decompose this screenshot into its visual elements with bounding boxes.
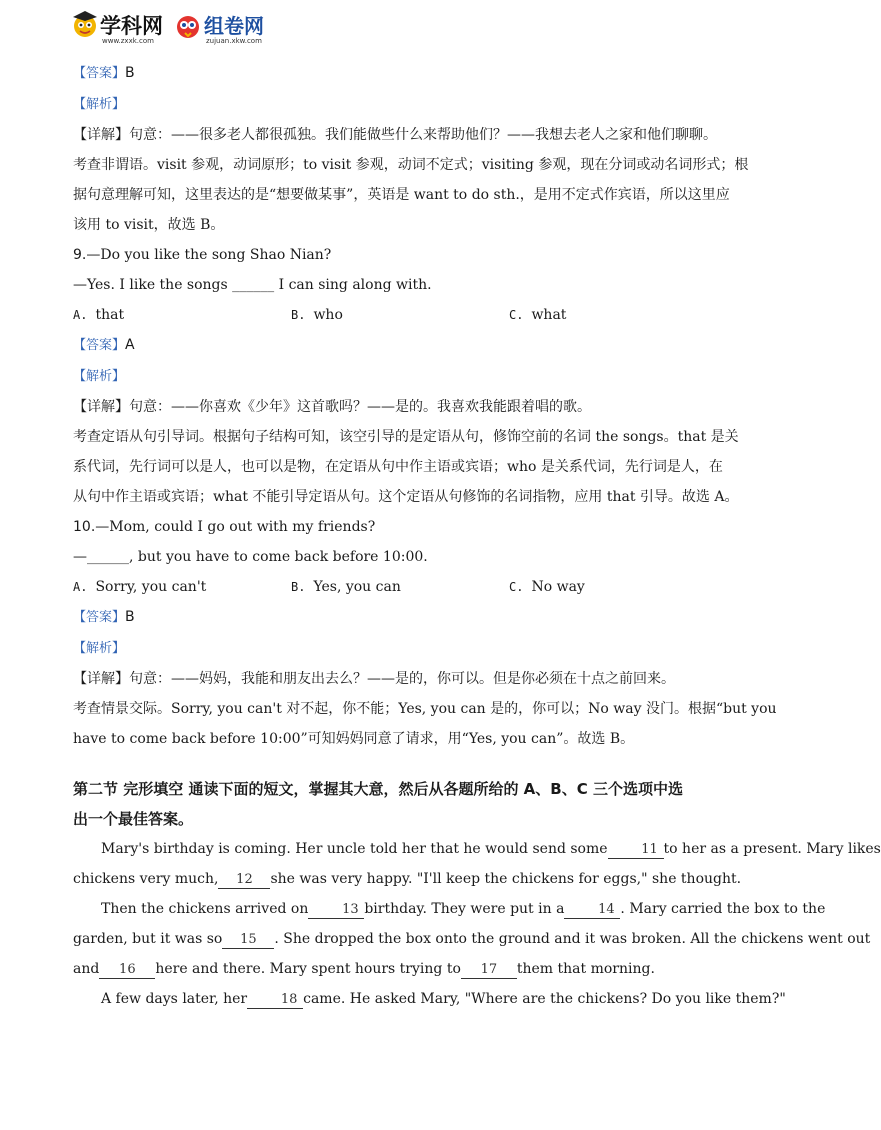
q9-answer-line (73, 330, 733, 361)
option-text: what (531, 307, 567, 323)
q10-answer-line (73, 602, 733, 633)
detail-tag: 【详解】 (73, 671, 129, 687)
document-body (73, 58, 881, 1014)
passage-text: to her as a present. Mary likes (663, 841, 881, 857)
q8-analysis-line (73, 89, 733, 120)
passage-line (73, 894, 826, 924)
passage-text: here and there. Mary spent hours trying to (155, 961, 461, 977)
q9-options (73, 300, 733, 330)
option-letter: C. (509, 308, 524, 322)
option-text: Sorry, you can't (95, 579, 207, 595)
passage-text: came. He asked Mary, "Where are the chickens? Do you like them?" (303, 991, 786, 1007)
answer-value: A (125, 337, 135, 353)
section-title: 第二节 完形填空 通读下面的短文，掌握其大意，然后从各题所给的 A、B、C 三个选项中选 (73, 780, 683, 798)
q9-detail-line: 从句中作主语或宾语；what 不能引导定语从句。这个定语从句修饰的名词指物，应用 that 引导。故选 A。 (73, 489, 739, 505)
q10-detail-line: have to come back before 10:00”可知妈妈同意了请求，用“Yes, you can”。故选 B。 (73, 731, 635, 747)
passage-text: them that morning. (516, 961, 655, 977)
q9-analysis-line (73, 361, 733, 392)
logo2-text: 组卷网 (204, 14, 264, 38)
option-letter: A. (73, 308, 88, 322)
option-text: that (95, 307, 125, 323)
q10-stem (73, 512, 733, 542)
zxxk-logo (70, 8, 170, 48)
question-number: 9. (73, 247, 87, 263)
option-text: No way (531, 579, 585, 595)
blank-14: 14 (564, 902, 620, 919)
section-title-cont: 出一个最佳答案。 (73, 810, 194, 828)
option-b (291, 300, 509, 330)
blank-13: 13 (308, 902, 364, 919)
option-letter: B. (291, 308, 306, 322)
option-c (509, 300, 727, 330)
logo1-text: 学科网 (100, 14, 163, 38)
passage-text: . Mary carried the box to the (620, 901, 826, 917)
q10-options (73, 572, 733, 602)
q9-stem-reply: —Yes. I like the songs ______ I can sing along with. (73, 277, 432, 293)
blank-11: 11 (608, 842, 664, 859)
q10-analysis-line (73, 633, 733, 664)
passage-text: Mary's birthday is coming. Her uncle told her that he would send some (101, 841, 608, 857)
option-c (509, 572, 727, 602)
page-header (70, 8, 370, 52)
passage-text: A few days later, her (101, 991, 248, 1007)
option-text: Yes, you can (313, 579, 401, 595)
logo1-url: www.zxxk.com (102, 37, 154, 45)
passage-line (73, 864, 742, 894)
passage-text: chickens very much, (73, 871, 219, 887)
option-letter: A. (73, 580, 88, 594)
owl-mascot-icon (174, 10, 202, 44)
passage-line (73, 954, 733, 984)
option-text: who (313, 307, 343, 323)
q9-detail-line (73, 392, 733, 422)
detail-text: 句意：——你喜欢《少年》这首歌吗？——是的。我喜欢我能跟着唱的歌。 (129, 399, 591, 415)
passage-line (73, 984, 786, 1014)
question-number: 10. (73, 519, 96, 535)
analysis-tag: 【解析】 (73, 641, 126, 656)
blank-18: 18 (247, 992, 303, 1009)
q9-detail-line: 考查定语从句引导词。根据句子结构可知，该空引导的是定语从句，修饰空前的名词 the songs。that 是关 (73, 429, 739, 445)
passage-text: birthday. They were put in a (364, 901, 565, 917)
passage-line (73, 924, 871, 954)
zujuan-logo (174, 8, 284, 48)
detail-tag: 【详解】 (73, 399, 129, 415)
passage-text: Then the chickens arrived on (101, 901, 309, 917)
blank-15: 15 (222, 932, 274, 949)
passage-text: . She dropped the box onto the ground and it was broken. All the chickens went out (274, 931, 871, 947)
logo2-url: zujuan.xkw.com (206, 37, 262, 45)
q8-detail-line: 据句意理解可知，这里表达的是“想要做某事”，英语是 want to do sth.，是用不定式作宾语，所以这里应 (73, 187, 730, 203)
q10-detail-line: 考查情景交际。Sorry, you can't 对不起，你不能；Yes, you can 是的，你可以；No way 没门。根据“but you (73, 701, 777, 717)
detail-text: 句意：——妈妈，我能和朋友出去么？——是的，你可以。但是你必须在十点之前回来。 (129, 671, 675, 687)
answer-value: B (125, 65, 135, 81)
option-letter: B. (291, 580, 306, 594)
q9-stem (73, 240, 733, 270)
blank-17: 17 (461, 962, 517, 979)
answer-value: B (125, 609, 135, 625)
answer-tag: 【答案】 (73, 338, 126, 353)
option-a (73, 300, 291, 330)
analysis-tag: 【解析】 (73, 97, 126, 112)
analysis-tag: 【解析】 (73, 369, 126, 384)
q9-detail-line: 系代词，先行词可以是人，也可以是物，在定语从句中作主语或宾语；who 是关系代词，先行词是人，在 (73, 459, 723, 475)
mascot-icon (70, 10, 100, 44)
question-text: —Mom, could I go out with my friends? (95, 519, 376, 535)
passage-text: and (73, 961, 100, 977)
passage-line (73, 834, 881, 864)
q10-detail-line (73, 664, 733, 694)
answer-tag: 【答案】 (73, 66, 126, 81)
q8-detail-line (73, 120, 733, 150)
question-text: —Do you like the song Shao Nian? (86, 247, 332, 263)
answer-tag: 【答案】 (73, 610, 126, 625)
blank-16: 16 (99, 962, 155, 979)
passage-text: garden, but it was so (73, 931, 223, 947)
detail-text: 句意：——很多老人都很孤独。我们能做些什么来帮助他们？——我想去老人之家和他们聊聊。 (129, 127, 717, 143)
detail-tag: 【详解】 (73, 127, 129, 143)
option-a (73, 572, 291, 602)
q8-detail-line: 该用 to visit，故选 B。 (73, 217, 225, 233)
option-letter: C. (509, 580, 524, 594)
passage-text: she was very happy. "I'll keep the chickens for eggs," she thought. (270, 871, 742, 887)
option-b (291, 572, 509, 602)
blank-12: 12 (218, 872, 270, 889)
q10-stem-reply: —______, but you have to come back before 10:00. (73, 549, 428, 565)
q8-detail-line: 考查非谓语。visit 参观，动词原形；to visit 参观，动词不定式；visiting 参观，现在分词或动名词形式；根 (73, 157, 749, 173)
q8-answer-line (73, 58, 733, 89)
